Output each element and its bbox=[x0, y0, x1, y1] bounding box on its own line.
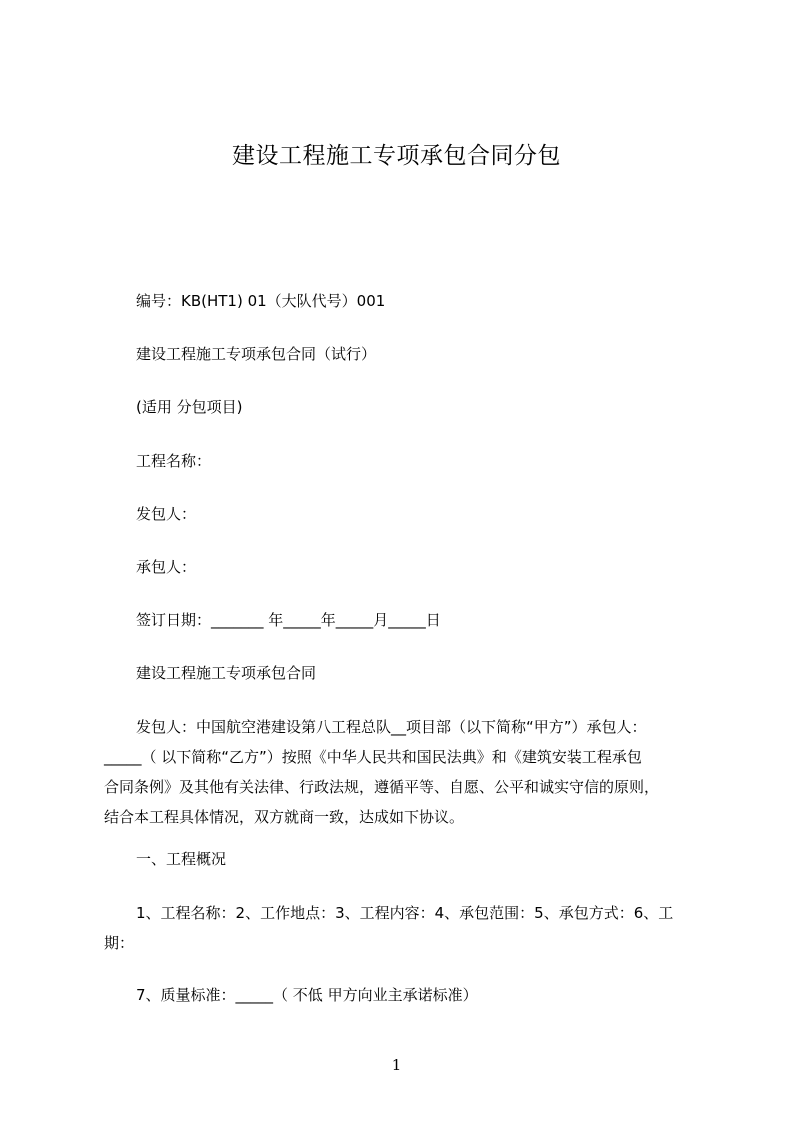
employer-label: 发包人： bbox=[136, 505, 197, 523]
sign-date-line: 签订日期：_______ 年_____年_____月_____日 bbox=[136, 611, 441, 629]
section-1-items-line-2: 期： bbox=[104, 934, 135, 952]
contractor-label: 承包人： bbox=[136, 558, 197, 576]
document-title: 建设工程施工专项承包合同分包 bbox=[232, 143, 561, 169]
section-1-items-line-1: 1、工程名称：2、工作地点：3、工程内容：4、承包范围：5、承包方式：6、工 bbox=[136, 904, 674, 922]
intro-paragraph bbox=[104, 712, 694, 832]
intro-line-2: _____（ 以下简称“乙方”）按照《中华人民共和国民法典》和《建筑安装工程承包 bbox=[104, 748, 642, 766]
intro-line-4: 结合本工程具体情况，双方就商一致，达成如下协议。 bbox=[104, 808, 465, 826]
section-1-items bbox=[104, 898, 694, 958]
contract-heading: 建设工程施工专项承包合同 bbox=[136, 664, 317, 682]
intro-line-3: 合同条例》及其他有关法律、行政法规，遵循平等、自愿、公平和诚实守信的原则， bbox=[104, 778, 660, 796]
applicable-scope: (适用 分包项目) bbox=[136, 398, 243, 416]
intro-line-1: 发包人：中国航空港建设第八工程总队__项目部（以下简称“甲方”）承包人： bbox=[136, 718, 647, 736]
section-1-heading: 一、工程概况 bbox=[136, 850, 227, 868]
page-number: 1 bbox=[391, 1056, 402, 1074]
project-name-label: 工程名称： bbox=[136, 452, 212, 470]
contract-subtitle: 建设工程施工专项承包合同（试行） bbox=[136, 345, 377, 363]
contract-number: 编号：KB(HT1) 01（大队代号）001 bbox=[136, 292, 386, 310]
quality-standard: 7、质量标准：_____（ 不低 甲方向业主承诺标准） bbox=[136, 986, 478, 1004]
